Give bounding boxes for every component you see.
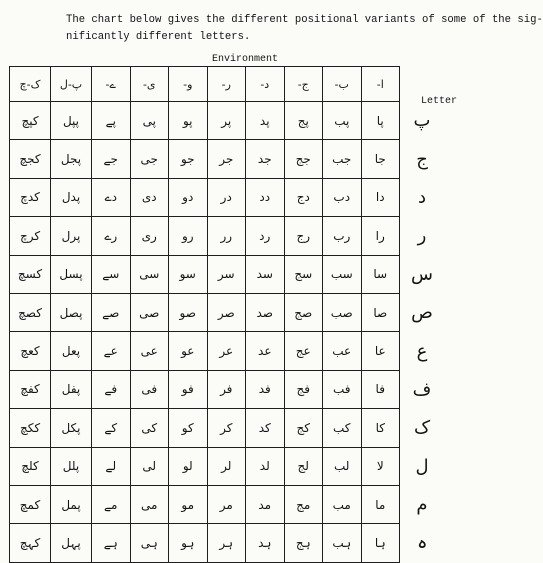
variant-cell: کا bbox=[361, 409, 400, 447]
variant-cell: پو bbox=[169, 102, 208, 140]
variant-cell: در bbox=[207, 178, 246, 216]
variant-cell: جد bbox=[246, 140, 285, 178]
variant-cell: صا bbox=[361, 293, 400, 331]
variant-cell: پسل bbox=[51, 255, 92, 293]
variant-cell: کہچ bbox=[10, 524, 51, 562]
variant-cell: پا bbox=[361, 102, 400, 140]
variant-cell: عج bbox=[284, 332, 323, 370]
table-row bbox=[10, 140, 445, 178]
variant-cell: لے bbox=[92, 447, 131, 485]
variant-cell: مج bbox=[284, 485, 323, 523]
table-row bbox=[10, 332, 445, 370]
variant-cell: فد bbox=[246, 370, 285, 408]
variant-cell: کپچ bbox=[10, 102, 51, 140]
variant-cell: کفچ bbox=[10, 370, 51, 408]
variant-cell: کصچ bbox=[10, 293, 51, 331]
variant-cell: عی bbox=[130, 332, 169, 370]
variant-cell: ہا bbox=[361, 524, 400, 562]
variant-cell: عب bbox=[323, 332, 362, 370]
environment-header-cell: ا- bbox=[361, 67, 400, 102]
variant-cell: پپل bbox=[51, 102, 92, 140]
table-row bbox=[10, 524, 445, 562]
variant-cell: پفل bbox=[51, 370, 92, 408]
variant-cell: پہل bbox=[51, 524, 92, 562]
variant-cell: کب bbox=[323, 409, 362, 447]
variant-cell: کو bbox=[169, 409, 208, 447]
variant-cell: کے bbox=[92, 409, 131, 447]
letter-cell: م bbox=[416, 494, 428, 516]
variant-cell: عو bbox=[169, 332, 208, 370]
variant-cell: لد bbox=[246, 447, 285, 485]
variant-cell: کدچ bbox=[10, 178, 51, 216]
variant-cell: کد bbox=[246, 409, 285, 447]
variant-cell: ہد bbox=[246, 524, 285, 562]
variant-cell: صج bbox=[284, 293, 323, 331]
variant-cell: کر bbox=[207, 409, 246, 447]
variant-cell: لج bbox=[284, 447, 323, 485]
variant-cell: ککچ bbox=[10, 409, 51, 447]
variant-cell: رو bbox=[169, 217, 208, 255]
variant-cell: ہر bbox=[207, 524, 246, 562]
variant-cell: کلچ bbox=[10, 447, 51, 485]
variant-cell: مے bbox=[92, 485, 131, 523]
variant-cell: سی bbox=[130, 255, 169, 293]
variant-cell: رر bbox=[207, 217, 246, 255]
table-row bbox=[10, 293, 445, 331]
variant-cell: فی bbox=[130, 370, 169, 408]
environment-header-cell: و- bbox=[169, 67, 208, 102]
variant-cell: فج bbox=[284, 370, 323, 408]
variant-cell: پرل bbox=[51, 217, 92, 255]
variant-cell: پکل bbox=[51, 409, 92, 447]
variant-cell: پر bbox=[207, 102, 246, 140]
variant-cell: پی bbox=[130, 102, 169, 140]
letter-cell: س bbox=[411, 263, 433, 285]
variant-cell: جو bbox=[169, 140, 208, 178]
variant-cell: پے bbox=[92, 102, 131, 140]
variant-cell: صے bbox=[92, 293, 131, 331]
table-row bbox=[10, 485, 445, 523]
variant-cell: فر bbox=[207, 370, 246, 408]
variant-cell: دد bbox=[246, 178, 285, 216]
variant-cell: کعچ bbox=[10, 332, 51, 370]
environment-header-cell: ج- bbox=[284, 67, 323, 102]
letter-cell: ک bbox=[413, 417, 431, 439]
variant-cell: کج bbox=[284, 409, 323, 447]
variant-cell: لب bbox=[323, 447, 362, 485]
intro-line-1: The chart below gives the different positional variants of some of the sig- bbox=[66, 14, 543, 26]
variant-cell: را bbox=[361, 217, 400, 255]
variant-cell: مب bbox=[323, 485, 362, 523]
variant-cell: عا bbox=[361, 332, 400, 370]
letter-cell: ص bbox=[411, 302, 433, 324]
variant-cell: صد bbox=[246, 293, 285, 331]
variant-cell: دی bbox=[130, 178, 169, 216]
variant-cell: پج bbox=[284, 102, 323, 140]
variant-cell: کمچ bbox=[10, 485, 51, 523]
variant-cell: صب bbox=[323, 293, 362, 331]
table-row bbox=[10, 447, 445, 485]
variant-cell: پعل bbox=[51, 332, 92, 370]
letter-cell: د bbox=[417, 186, 426, 208]
variant-cell: ہی bbox=[130, 524, 169, 562]
letter-cell: پ bbox=[413, 110, 431, 132]
letter-cell: ل bbox=[415, 455, 429, 477]
variant-cell: کسچ bbox=[10, 255, 51, 293]
table-row bbox=[10, 217, 445, 255]
variant-cell: جا bbox=[361, 140, 400, 178]
variant-cell: ما bbox=[361, 485, 400, 523]
variant-cell: عر bbox=[207, 332, 246, 370]
variant-cell: پد bbox=[246, 102, 285, 140]
environment-header-cell: ر- bbox=[207, 67, 246, 102]
variant-cell: پب bbox=[323, 102, 362, 140]
variant-cell: رج bbox=[284, 217, 323, 255]
variant-cell: صر bbox=[207, 293, 246, 331]
variant-cell: فو bbox=[169, 370, 208, 408]
variant-cell: فا bbox=[361, 370, 400, 408]
variant-cell: مد bbox=[246, 485, 285, 523]
letter-cell: ف bbox=[412, 378, 432, 400]
environment-header-cell: ک-چ bbox=[10, 67, 51, 102]
environment-label: Environment bbox=[212, 54, 279, 65]
variant-cell: دے bbox=[92, 178, 131, 216]
variant-cell: سا bbox=[361, 255, 400, 293]
variant-cell: لا bbox=[361, 447, 400, 485]
variant-cell: کجچ bbox=[10, 140, 51, 178]
variant-cell: عد bbox=[246, 332, 285, 370]
positional-variants-table bbox=[9, 66, 445, 563]
variant-cell: عے bbox=[92, 332, 131, 370]
variant-cell: کی bbox=[130, 409, 169, 447]
variant-cell: سر bbox=[207, 255, 246, 293]
letter-cell: ر bbox=[417, 225, 427, 247]
table-row bbox=[10, 370, 445, 408]
variant-cell: ہے bbox=[92, 524, 131, 562]
variant-cell: فے bbox=[92, 370, 131, 408]
header-row bbox=[10, 67, 445, 102]
environment-header-cell: د- bbox=[246, 67, 285, 102]
variant-cell: لو bbox=[169, 447, 208, 485]
variant-cell: جے bbox=[92, 140, 131, 178]
variant-cell: صو bbox=[169, 293, 208, 331]
variant-cell: دج bbox=[284, 178, 323, 216]
letter-cell: ہ bbox=[416, 532, 428, 554]
variant-cell: پلل bbox=[51, 447, 92, 485]
letter-column-label: Letter bbox=[421, 96, 458, 107]
variant-cell: سد bbox=[246, 255, 285, 293]
table-row bbox=[10, 255, 445, 293]
variant-cell: پدل bbox=[51, 178, 92, 216]
variant-cell: ری bbox=[130, 217, 169, 255]
variant-cell: پصل bbox=[51, 293, 92, 331]
letter-cell: ج bbox=[416, 148, 428, 170]
table-row bbox=[10, 409, 445, 447]
variant-cell: مو bbox=[169, 485, 208, 523]
letter-header-spacer bbox=[400, 67, 445, 102]
environment-header-cell: ی- bbox=[130, 67, 169, 102]
variant-cell: ہو bbox=[169, 524, 208, 562]
variant-cell: دب bbox=[323, 178, 362, 216]
variant-cell: ہج bbox=[284, 524, 323, 562]
intro-text bbox=[66, 12, 543, 46]
variant-cell: فب bbox=[323, 370, 362, 408]
variant-cell: جر bbox=[207, 140, 246, 178]
variant-cell: لر bbox=[207, 447, 246, 485]
variant-cell: صی bbox=[130, 293, 169, 331]
variant-cell: سو bbox=[169, 255, 208, 293]
variant-cell: لی bbox=[130, 447, 169, 485]
variant-cell: دو bbox=[169, 178, 208, 216]
environment-header-cell: ب- bbox=[323, 67, 362, 102]
environment-header-cell: ے- bbox=[92, 67, 131, 102]
table-row bbox=[10, 102, 445, 140]
variant-cell: سے bbox=[92, 255, 131, 293]
variant-cell: رب bbox=[323, 217, 362, 255]
variant-cell: مر bbox=[207, 485, 246, 523]
environment-header-cell: پ-ل bbox=[51, 67, 92, 102]
variant-cell: رد bbox=[246, 217, 285, 255]
variant-cell: می bbox=[130, 485, 169, 523]
variant-cell: جب bbox=[323, 140, 362, 178]
variant-cell: دا bbox=[361, 178, 400, 216]
table-row bbox=[10, 178, 445, 216]
variant-cell: جج bbox=[284, 140, 323, 178]
variant-cell: ہب bbox=[323, 524, 362, 562]
variant-cell: جی bbox=[130, 140, 169, 178]
letter-cell: ع bbox=[416, 340, 428, 362]
variant-cell: سج bbox=[284, 255, 323, 293]
variant-cell: سب bbox=[323, 255, 362, 293]
variant-cell: کرچ bbox=[10, 217, 51, 255]
variant-cell: رے bbox=[92, 217, 131, 255]
variant-cell: پجل bbox=[51, 140, 92, 178]
intro-line-2: nificantly different letters. bbox=[66, 31, 251, 43]
variant-cell: پمل bbox=[51, 485, 92, 523]
